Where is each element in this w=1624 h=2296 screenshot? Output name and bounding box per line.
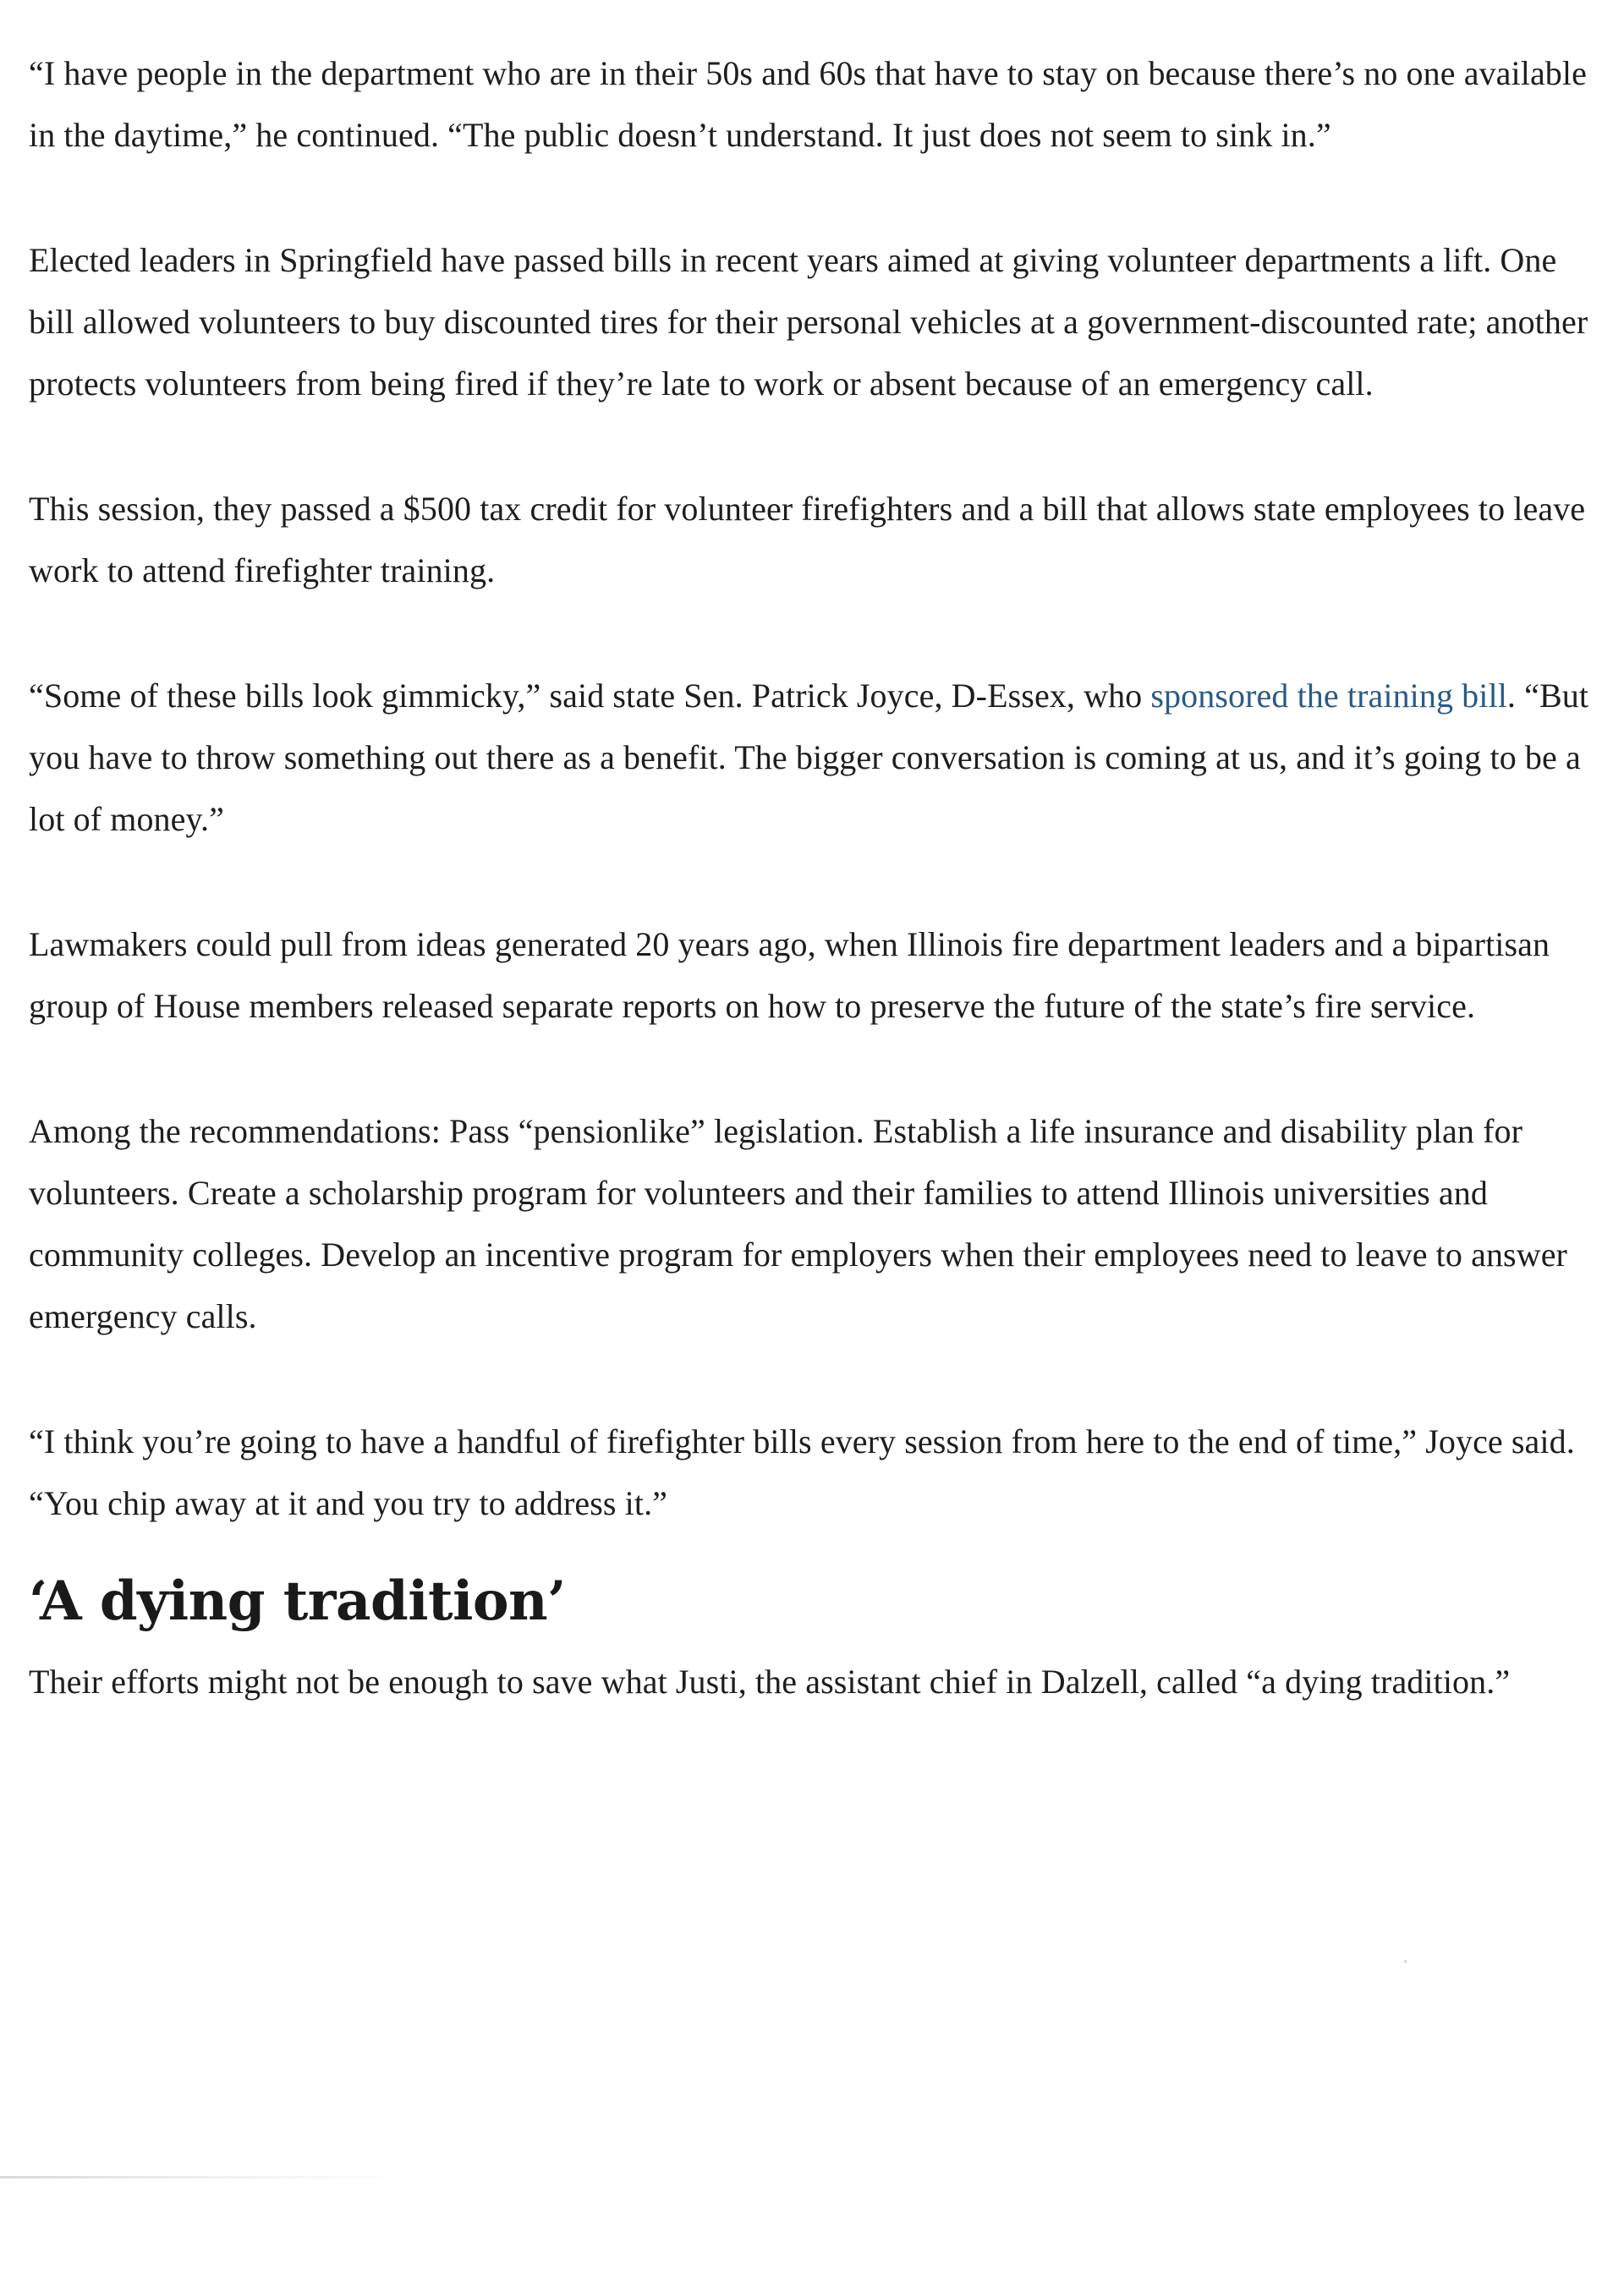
paragraph-joyce-handful: “I think you’re going to have a handful of firefighter bills every session from here to the end of time,” Joyce said. “You chip away at it and you try to address it.” [29, 1422, 1575, 1522]
paragraph-recommendations: Among the recommendations: Pass “pensionlike” legislation. Establish a life insurance and disability plan for volunteers. Create a scholarship program for volunteers and their families to attend Illinois universities and community colleges. Develop an incentive program for employers when their employees need to leave to answer emergency calls. [29, 1112, 1567, 1335]
section-heading-dying-tradition: ‘A dying tradition’ [29, 1570, 566, 1633]
paragraph-joyce-quote [29, 665, 1594, 850]
sponsored-training-bill-link[interactable]: sponsored the training bill [1150, 677, 1507, 715]
scan-speck [1404, 1960, 1407, 1963]
paragraph-quote-department: “I have people in the department who are in their 50s and 60s that have to stay on because there’s no one available in the daytime,” he continued. “The public doesn’t understand. It just does not seem to sink in.” [29, 54, 1587, 154]
joyce-quote-text-end: . “But you have to throw something out there as a benefit. The bigger conversation is coming at us, and it’s going to be a lot of money.” [29, 677, 1589, 838]
article-body [29, 42, 1594, 1776]
paragraph-lawmakers-ideas: Lawmakers could pull from ideas generated 20 years ago, when Illinois fire department leaders and a bipartisan group of House members released separate reports on how to preserve the future of the state’s fire service. [29, 925, 1550, 1025]
scan-artifact-line [0, 2176, 406, 2178]
paragraph-springfield-bills: Elected leaders in Springfield have passed bills in recent years aimed at giving volunteer departments a lift. One bill allowed volunteers to buy discounted tires for their personal vehicles at a government-discounted rate; another protects volunteers from being fired if they’re late to work or absent because of an emergency call. [29, 241, 1588, 403]
paragraph-efforts-justi: Their efforts might not be enough to save what Justi, the assistant chief in Dalzell, called “a dying tradition.” [29, 1663, 1511, 1701]
paragraph-session-tax-credit: This session, they passed a $500 tax credit for volunteer firefighters and a bill that allows state employees to leave work to attend firefighter training. [29, 490, 1586, 589]
joyce-quote-text-start: “Some of these bills look gimmicky,” said state Sen. Patrick Joyce, D-Essex, who [29, 677, 1151, 715]
